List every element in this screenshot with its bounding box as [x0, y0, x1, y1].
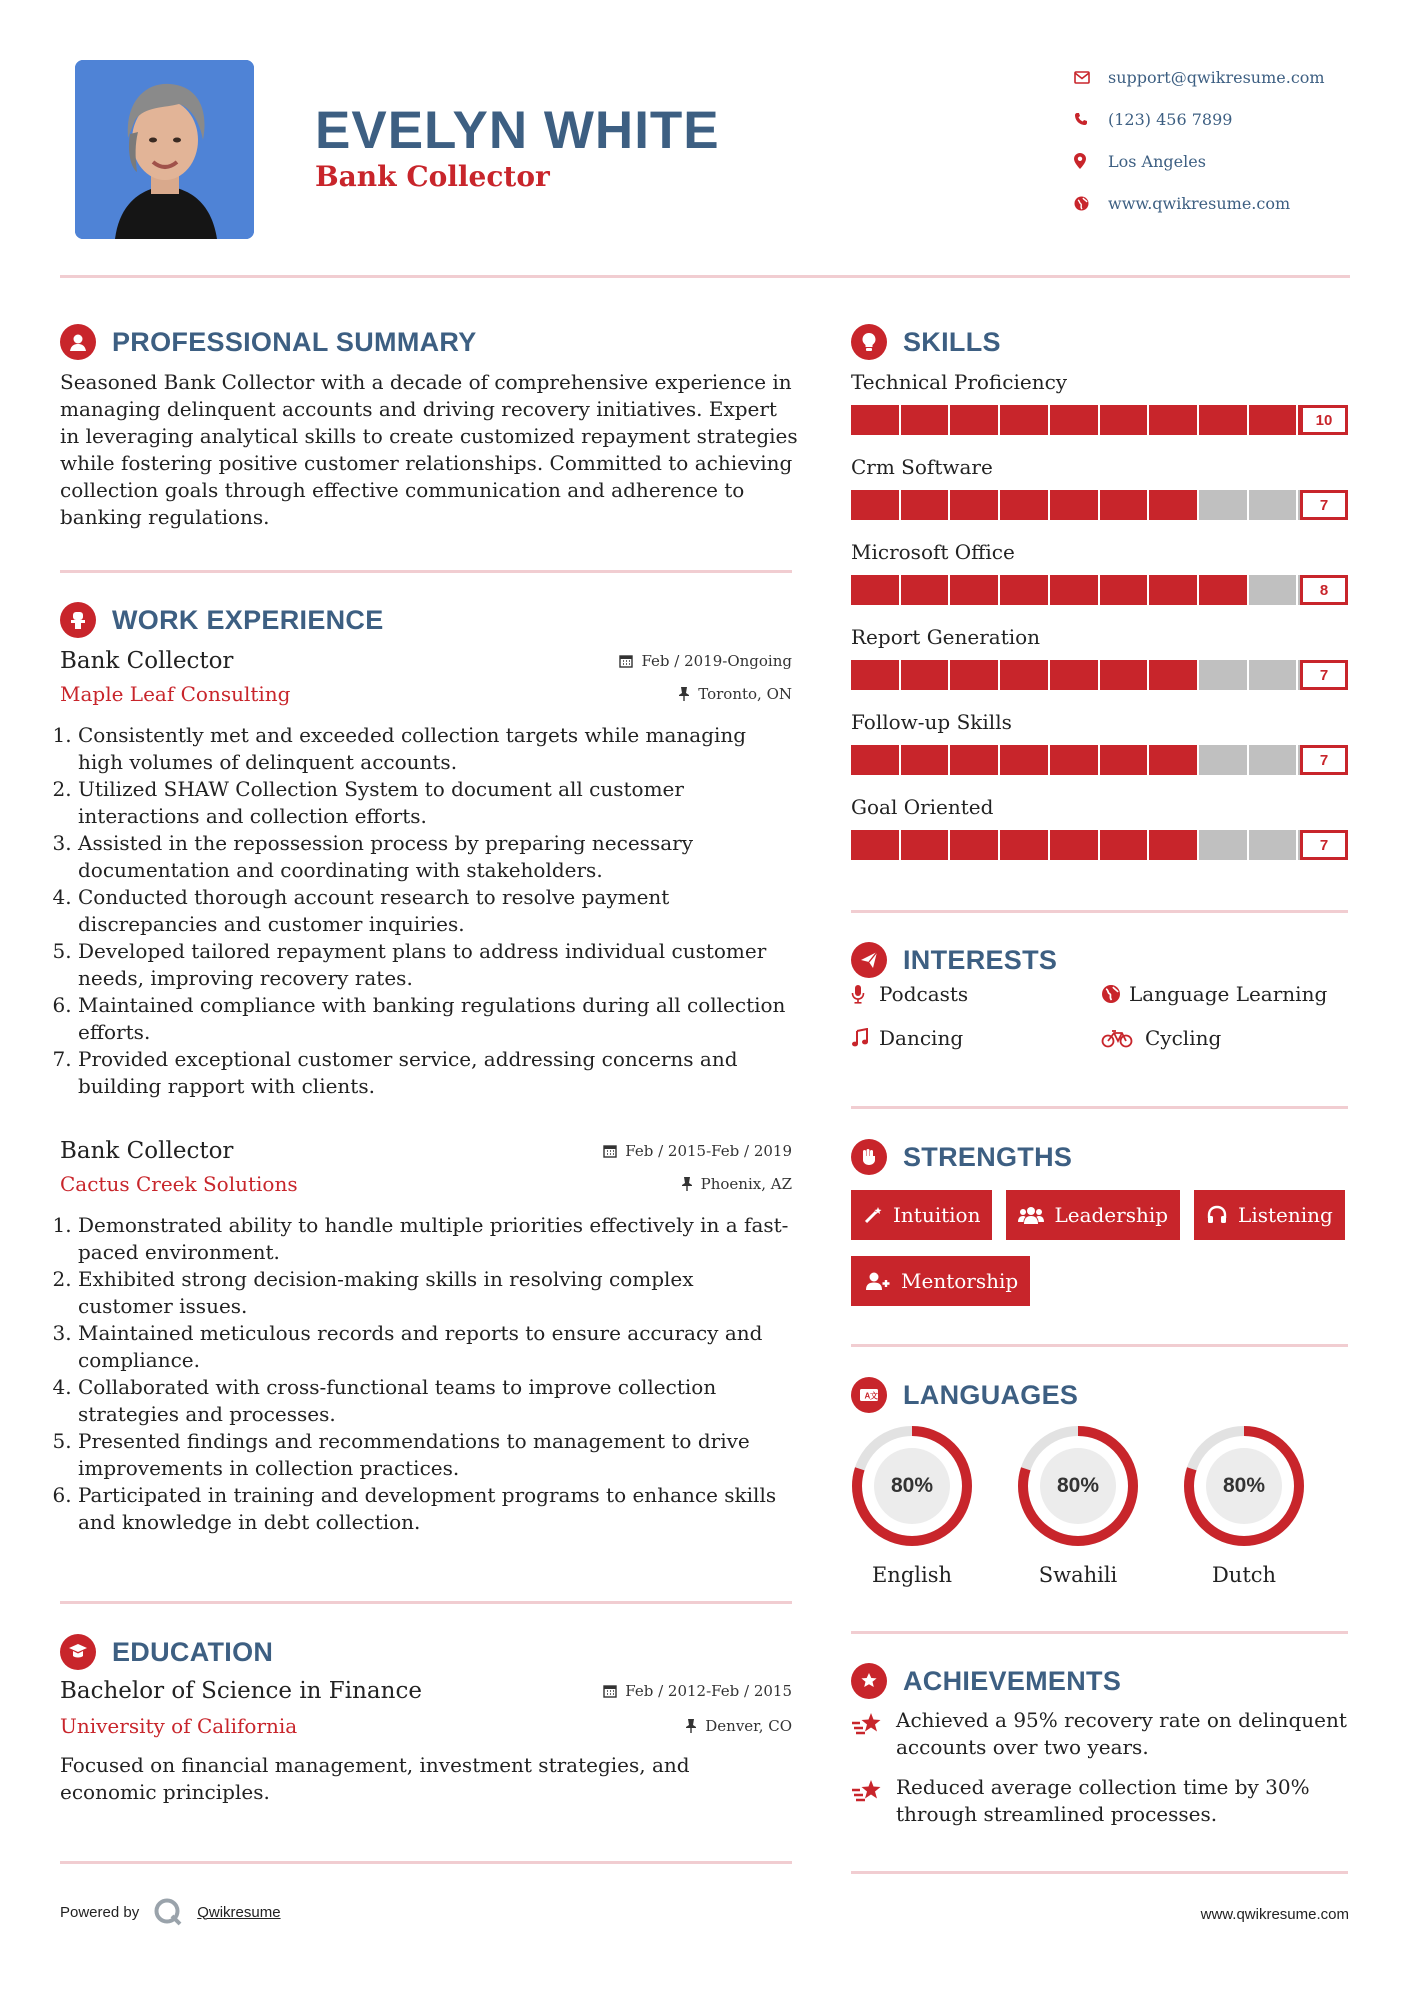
footer-brand-link[interactable]: Qwikresume: [197, 1903, 281, 1921]
shooting-star-icon: [851, 1707, 896, 1741]
profile-photo: [75, 60, 254, 239]
briefcase-icon: [60, 602, 96, 638]
list-item: 7. Provided exceptional customer service, addressing concerns and building rapport with clients.: [78, 1046, 792, 1100]
skill-bar-segment: [1249, 490, 1299, 520]
job-dates: [619, 652, 792, 670]
skill-level-value: 7: [1300, 490, 1348, 520]
skill-item: [851, 793, 1348, 878]
job-company: Cactus Creek Solutions: [60, 1172, 298, 1196]
skill-bar-segment: [950, 660, 1000, 690]
graduation-icon: [60, 1634, 96, 1670]
skill-bar-segment: [851, 745, 901, 775]
microphone-icon: [851, 984, 879, 1004]
skill-name: Report Generation: [851, 625, 1041, 649]
list-item: 6. Participated in training and development programs to enhance skills and knowledge in debt collection.: [78, 1482, 792, 1536]
map-pin-icon: [1074, 153, 1108, 169]
contact-list: [1074, 56, 1374, 224]
strengths-title: STRENGTHS: [903, 1141, 1073, 1172]
achievements-list: [851, 1707, 1351, 1841]
contact-website-text: www.qwikresume.com: [1108, 193, 1291, 213]
skills-divider: [851, 910, 1348, 913]
skill-bar-segment: [1149, 660, 1199, 690]
language-percent: 80%: [1056, 1474, 1100, 1497]
skill-item: [851, 453, 1348, 538]
phone-icon: [1074, 112, 1108, 126]
strength-label: Leadership: [1054, 1203, 1169, 1227]
skill-level-value: 8: [1300, 575, 1348, 605]
list-item: 2. Utilized SHAW Collection System to document all customer interactions and collection efforts.: [78, 776, 792, 830]
list-item: 6. Maintained compliance with banking regulations during all collection efforts.: [78, 992, 792, 1046]
paper-plane-icon: [851, 942, 887, 978]
summary-divider: [60, 570, 792, 573]
strength-chip: [851, 1190, 992, 1240]
skill-bar-segment: [1000, 830, 1050, 860]
skill-bar: [851, 830, 1348, 860]
contact-website[interactable]: [1074, 182, 1374, 224]
job-location-text: Toronto, ON: [698, 685, 792, 703]
skill-bar-segment: [1249, 405, 1299, 435]
experience-title: WORK EXPERIENCE: [112, 604, 384, 635]
list-item: 3. Assisted in the repossession process by preparing necessary documentation and coordinating with stakeholders.: [78, 830, 792, 884]
job-dates-text: Feb / 2019-Ongoing: [641, 652, 792, 670]
lightbulb-icon: [851, 324, 887, 360]
calendar-icon: [603, 1684, 617, 1698]
language-progress-ring: [1183, 1425, 1305, 1547]
skill-bar-segment: [1199, 745, 1249, 775]
strength-label: Intuition: [893, 1203, 981, 1227]
skill-bar-segment: [1249, 575, 1299, 605]
skill-bar-segment: [1199, 490, 1249, 520]
skill-bar-segment: [1149, 575, 1199, 605]
magic-wand-icon: [863, 1205, 883, 1225]
job-location: [678, 685, 792, 703]
calendar-icon: [603, 1144, 617, 1158]
skill-bar-segment: [851, 405, 901, 435]
achievement-item: [851, 1774, 1351, 1828]
interests-heading: [851, 942, 1057, 978]
interest-label: Podcasts: [879, 982, 969, 1006]
job-location: [681, 1175, 792, 1193]
music-icon: [851, 1028, 879, 1048]
language-name: English: [871, 1563, 953, 1587]
language-percent: 80%: [1222, 1474, 1266, 1497]
education-divider: [60, 1861, 792, 1864]
footer-website[interactable]: www.qwikresume.com: [1200, 1906, 1349, 1923]
headphones-icon: [1206, 1205, 1228, 1225]
skill-bar-segment: [1000, 660, 1050, 690]
job-dates: [603, 1142, 792, 1160]
languages-divider: [851, 1631, 1348, 1634]
pushpin-icon: [685, 1719, 697, 1733]
pushpin-icon: [681, 1177, 693, 1191]
skills-heading: [851, 324, 1001, 360]
skill-bar-segment: [1199, 575, 1249, 605]
language-item: [851, 1425, 1017, 1587]
language-name: Swahili: [1038, 1563, 1118, 1587]
skill-bar-segment: [1199, 405, 1249, 435]
achievements-title: ACHIEVEMENTS: [903, 1665, 1122, 1696]
candidate-name: EVELYN WHITE: [315, 101, 720, 160]
strength-label: Listening: [1238, 1203, 1333, 1227]
skill-bar: [851, 660, 1348, 690]
language-name: Dutch: [1211, 1563, 1277, 1587]
contact-location: [1074, 140, 1374, 182]
skill-level-value: 7: [1300, 660, 1348, 690]
skill-bar-segment: [950, 575, 1000, 605]
list-item: 1. Demonstrated ability to handle multiple priorities effectively in a fast-paced environment.: [78, 1212, 792, 1266]
skill-level-value: 7: [1300, 830, 1348, 860]
skill-bar-segment: [1000, 405, 1050, 435]
education-location: [685, 1717, 792, 1735]
skill-bar-segment: [950, 830, 1000, 860]
qwikresume-logo-icon: [153, 1897, 183, 1927]
achievements-divider: [851, 1871, 1348, 1874]
globe-icon: [1074, 196, 1108, 211]
skill-bar-segment: [1050, 490, 1100, 520]
languages-title: LANGUAGES: [903, 1379, 1079, 1410]
job-title: Bank Collector: [60, 648, 234, 674]
skill-level-value: 10: [1300, 405, 1348, 435]
skill-bar-segment: [1149, 405, 1199, 435]
experience-heading: [60, 602, 384, 638]
job-location-text: Phoenix, AZ: [700, 1175, 792, 1193]
job-company: Maple Leaf Consulting: [60, 682, 291, 706]
job-duties-list: [60, 1212, 792, 1536]
skill-bar: [851, 405, 1348, 435]
user-plus-icon: [865, 1271, 891, 1291]
powered-by-label: Powered by: [60, 1903, 140, 1921]
skill-bar-segment: [950, 490, 1000, 520]
strength-label: Mentorship: [901, 1269, 1019, 1293]
envelope-icon: [1074, 71, 1108, 84]
skill-bar-segment: [1100, 745, 1150, 775]
interest-label: Cycling: [1145, 1026, 1222, 1050]
interest-language-learning: [1101, 982, 1351, 1006]
job-entry-2: [60, 1138, 792, 1536]
skill-bar-segment: [1000, 575, 1050, 605]
language-percent: 80%: [890, 1474, 934, 1497]
skill-bar-segment: [901, 490, 951, 520]
education-heading: [60, 1634, 273, 1670]
skill-name: Technical Proficiency: [851, 370, 1068, 394]
skills-title: SKILLS: [903, 326, 1001, 357]
education-dates-text: Feb / 2012-Feb / 2015: [625, 1682, 792, 1700]
language-progress-ring: [1017, 1425, 1139, 1547]
skill-bar-segment: [1100, 405, 1150, 435]
skill-level-value: 7: [1300, 745, 1348, 775]
skill-item: [851, 623, 1348, 708]
skill-bar: [851, 490, 1348, 520]
skill-bar-segment: [1100, 660, 1150, 690]
strengths-divider: [851, 1344, 1348, 1347]
skills-list: [851, 368, 1348, 878]
skill-name: Crm Software: [851, 455, 993, 479]
interest-dancing: [851, 1026, 1101, 1050]
strengths-heading: [851, 1139, 1072, 1175]
strengths-list: [851, 1190, 1361, 1306]
skill-bar-segment: [1050, 660, 1100, 690]
list-item: 3. Maintained meticulous records and reports to ensure accuracy and compliance.: [78, 1320, 792, 1374]
header-divider: [60, 275, 1350, 278]
candidate-title: Bank Collector: [315, 160, 550, 193]
strength-chip: [1194, 1190, 1345, 1240]
star-badge-icon: [851, 1663, 887, 1699]
skill-bar-segment: [901, 660, 951, 690]
skill-bar-segment: [901, 830, 951, 860]
job-dates-text: Feb / 2015-Feb / 2019: [625, 1142, 792, 1160]
skill-bar-segment: [1249, 660, 1299, 690]
education-entry: [60, 1678, 792, 1806]
contact-phone-text: (123) 456 7899: [1108, 109, 1233, 129]
skill-name: Goal Oriented: [851, 795, 994, 819]
footer-powered-by: [60, 1897, 281, 1927]
svg-text:文: 文: [870, 1391, 878, 1401]
skill-bar-segment: [1199, 660, 1249, 690]
skill-bar-segment: [851, 660, 901, 690]
skill-bar-segment: [1050, 830, 1100, 860]
job-duties-list: [60, 722, 792, 1100]
interest-label: Language Learning: [1129, 982, 1328, 1006]
language-item: [1183, 1425, 1349, 1587]
shooting-star-icon: [851, 1774, 896, 1808]
skill-bar-segment: [1249, 745, 1299, 775]
interest-podcasts: [851, 982, 1101, 1006]
summary-title: PROFESSIONAL SUMMARY: [112, 326, 477, 357]
skill-bar-segment: [950, 405, 1000, 435]
education-description: Focused on financial management, investment strategies, and economic principles.: [60, 1753, 690, 1804]
achievement-text: Achieved a 95% recovery rate on delinquent accounts over two years.: [896, 1708, 1347, 1759]
skill-bar-segment: [1000, 745, 1050, 775]
achievements-heading: [851, 1663, 1121, 1699]
skill-item: [851, 538, 1348, 623]
school-name: University of California: [60, 1714, 298, 1738]
skill-bar-segment: [901, 575, 951, 605]
skill-bar-segment: [901, 745, 951, 775]
list-item: 2. Exhibited strong decision-making skills in resolving complex customer issues.: [78, 1266, 792, 1320]
users-icon: [1018, 1205, 1044, 1225]
languages-heading: [851, 1377, 1078, 1413]
skill-bar: [851, 745, 1348, 775]
summary-text: Seasoned Bank Collector with a decade of comprehensive experience in managing delinquent accounts and driving recovery initiatives. Expert in leveraging analytical skills to create customized repayment strategies while fostering positive customer relationships. Committed to achieving collection goals through effective communication and adherence to banking regulations.: [60, 370, 798, 529]
globe-icon: [1101, 984, 1129, 1004]
contact-email-text: support@qwikresume.com: [1108, 67, 1325, 87]
strength-chip: [851, 1256, 1030, 1306]
contact-phone[interactable]: [1074, 98, 1374, 140]
skill-bar-segment: [1100, 830, 1150, 860]
skill-bar-segment: [1149, 490, 1199, 520]
strength-chip: [1006, 1190, 1180, 1240]
language-progress-ring: [851, 1425, 973, 1547]
list-item: 1. Consistently met and exceeded collection targets while managing high volumes of delinquent accounts.: [78, 722, 792, 776]
language-item: [1017, 1425, 1183, 1587]
skill-bar-segment: [851, 830, 901, 860]
skill-bar-segment: [1050, 575, 1100, 605]
skill-bar-segment: [1050, 405, 1100, 435]
job-title: Bank Collector: [60, 1138, 234, 1164]
skill-bar-segment: [1000, 490, 1050, 520]
skill-bar-segment: [851, 490, 901, 520]
skill-bar-segment: [1100, 490, 1150, 520]
skill-item: [851, 368, 1348, 453]
list-item: 4. Conducted thorough account research to resolve payment discrepancies and customer inquiries.: [78, 884, 792, 938]
interests-list: [851, 982, 1351, 1050]
skill-item: [851, 708, 1348, 793]
interest-cycling: [1101, 1026, 1351, 1050]
skill-bar-segment: [1149, 830, 1199, 860]
interests-title: INTERESTS: [903, 944, 1058, 975]
skill-bar-segment: [950, 745, 1000, 775]
language-icon: [851, 1377, 887, 1413]
calendar-icon: [619, 654, 633, 668]
skill-name: Follow-up Skills: [851, 710, 1012, 734]
list-item: 5. Presented findings and recommendations to management to drive improvements in collection practices.: [78, 1428, 792, 1482]
skill-bar-segment: [1100, 575, 1150, 605]
experience-divider: [60, 1601, 792, 1604]
list-item: 4. Collaborated with cross-functional teams to improve collection strategies and processes.: [78, 1374, 792, 1428]
job-entry-1: [60, 648, 792, 1100]
degree-title: Bachelor of Science in Finance: [60, 1678, 422, 1704]
user-icon: [60, 324, 96, 360]
achievement-text: Reduced average collection time by 30% through streamlined processes.: [896, 1775, 1310, 1826]
skill-bar-segment: [851, 575, 901, 605]
skill-name: Microsoft Office: [851, 540, 1015, 564]
list-item: 5. Developed tailored repayment plans to address individual customer needs, improving recovery rates.: [78, 938, 792, 992]
education-dates: [603, 1682, 792, 1700]
interest-label: Dancing: [879, 1026, 964, 1050]
education-title: EDUCATION: [112, 1636, 274, 1667]
bicycle-icon: [1101, 1028, 1145, 1048]
education-location-text: Denver, CO: [705, 1717, 792, 1735]
skill-bar-segment: [1149, 745, 1199, 775]
achievement-item: [851, 1707, 1351, 1761]
contact-location-text: Los Angeles: [1108, 151, 1206, 171]
skill-bar-segment: [1199, 830, 1249, 860]
skill-bar: [851, 575, 1348, 605]
languages-list: [851, 1425, 1349, 1587]
summary-heading: [60, 324, 477, 360]
pushpin-icon: [678, 687, 690, 701]
svg-text:A: A: [864, 1391, 871, 1401]
contact-email[interactable]: [1074, 56, 1374, 98]
skill-bar-segment: [901, 405, 951, 435]
interests-divider: [851, 1106, 1348, 1109]
fist-icon: [851, 1139, 887, 1175]
skill-bar-segment: [1050, 745, 1100, 775]
skill-bar-segment: [1249, 830, 1299, 860]
